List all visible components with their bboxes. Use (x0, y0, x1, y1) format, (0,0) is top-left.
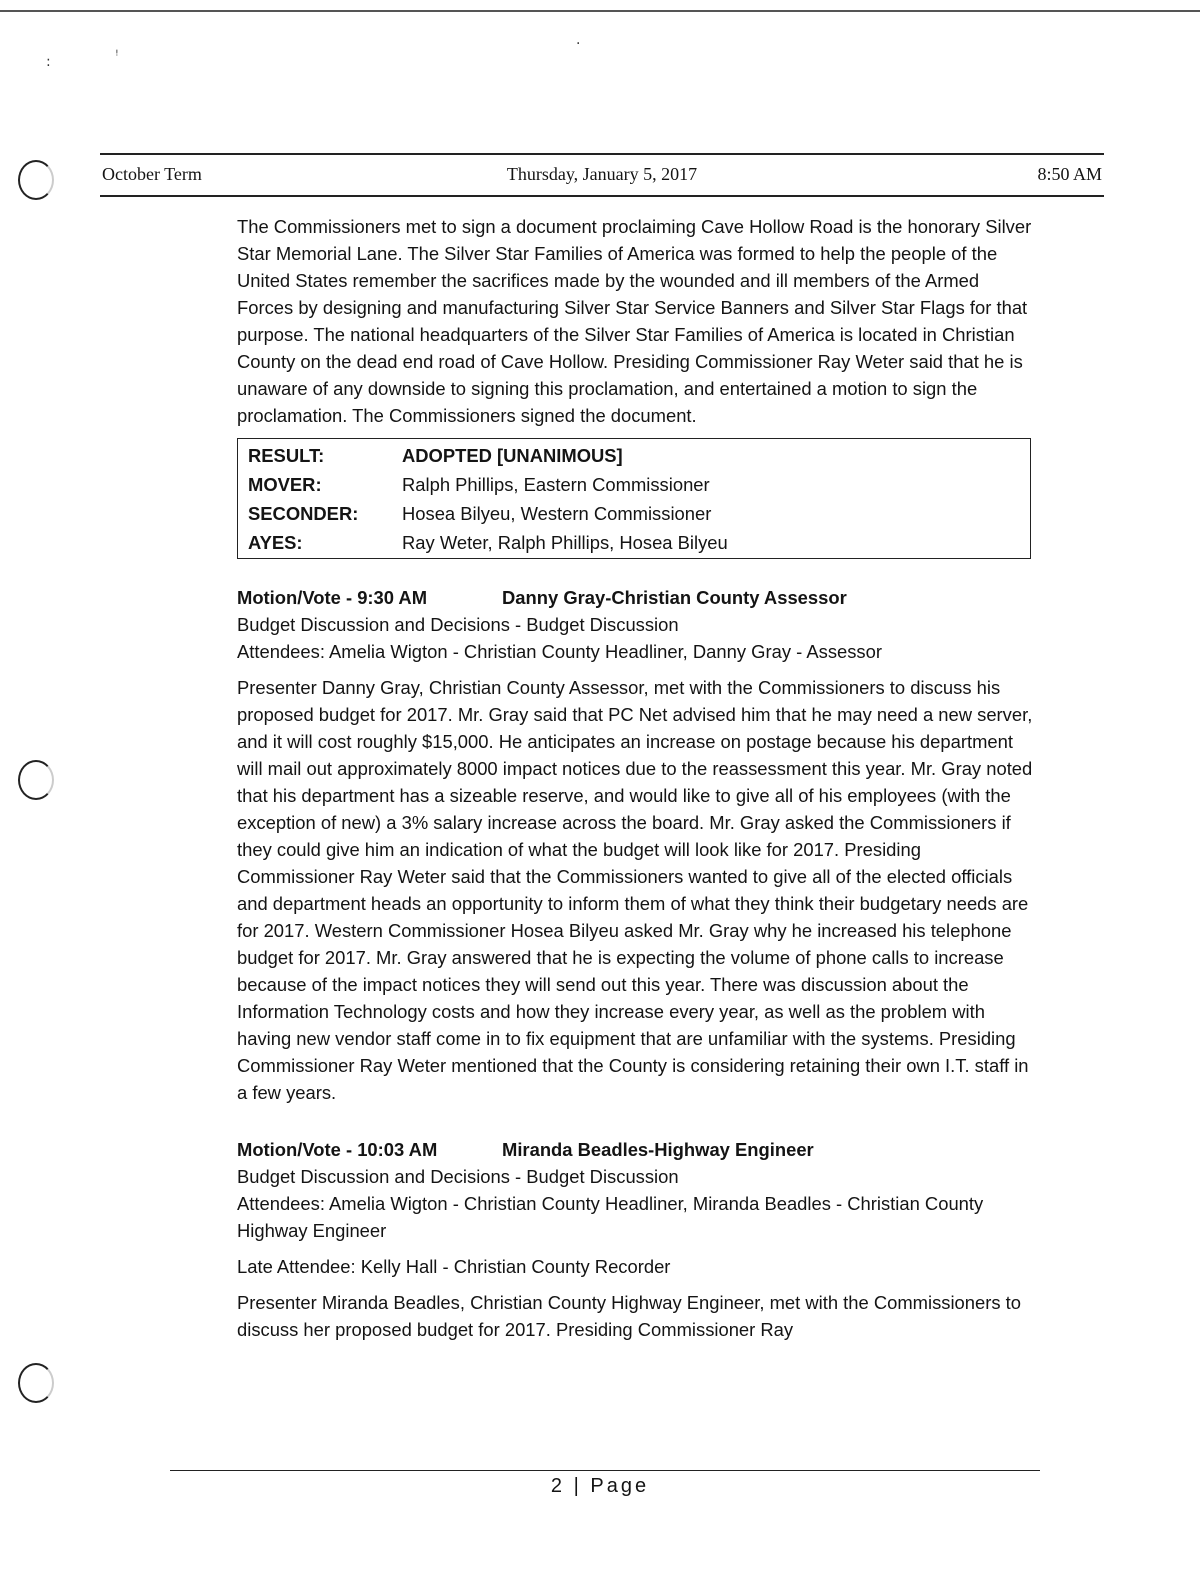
ayes-value: Ray Weter, Ralph Phillips, Hosea Bilyeu (402, 532, 728, 553)
result-value: ADOPTED [UNANIMOUS] (402, 445, 623, 466)
seconder-row (238, 499, 1030, 528)
page-number: 2 | Page (550, 1475, 650, 1497)
mover-key: MOVER: (248, 474, 322, 495)
page-header (100, 164, 1104, 192)
mover-row (238, 470, 1030, 499)
header-top-rule (100, 153, 1104, 155)
result-table (237, 438, 1031, 559)
motion1-heading (237, 584, 1037, 611)
motion2-time: Motion/Vote - 10:03 AM (237, 1139, 438, 1160)
motion2-title: Miranda Beadles-Highway Engineer (502, 1139, 814, 1160)
motion1-time: Motion/Vote - 9:30 AM (237, 587, 428, 608)
punch-hole (18, 760, 54, 800)
scan-top-edge (0, 10, 1200, 12)
scan-speck: ꜝ (115, 48, 119, 64)
intro-paragraph: The Commissioners met to sign a document proclaiming Cave Hollow Road is the honorary Silver Star Memorial Lane. The Silver Star Families of America was formed to help the people of the United States remember the sacrifices made by the wounded and ill members of the Armed Forces by designing and manufacturing Silver Star Service Banners and Silver Star Flags for that purpose. The national headquarters of the Silver Star Families of America is located in Christian County on the dead end road of Cave Hollow. Presiding Commissioner Ray Weter said that he is unaware of any downside to signing this proclamation, and entertained a motion to sign the proclamation. The Commissioners signed the document. (237, 216, 1032, 426)
seconder-key: SECONDER: (248, 503, 359, 524)
motion1-title: Danny Gray-Christian County Assessor (502, 587, 847, 608)
motion2-late-attendee: Late Attendee: Kelly Hall - Christian County Recorder (237, 1256, 671, 1277)
minutes-body (237, 213, 1037, 1343)
result-key: RESULT: (248, 445, 325, 466)
scan-speck: : (46, 54, 51, 70)
mover-value: Ralph Phillips, Eastern Commissioner (402, 474, 710, 495)
motion2-paragraph: Presenter Miranda Beadles, Christian County Highway Engineer, met with the Commissioners to discuss her proposed budget for 2017. Presiding Commissioner Ray (237, 1292, 1021, 1340)
footer-rule (170, 1470, 1040, 1471)
motion2-subtitle: Budget Discussion and Decisions - Budget Discussion (237, 1166, 679, 1187)
header-bottom-rule (100, 195, 1104, 197)
meeting-date: Thursday, January 5, 2017 (506, 164, 698, 184)
motion1-paragraph: Presenter Danny Gray, Christian County Assessor, met with the Commissioners to discuss his proposed budget for 2017. Mr. Gray said that PC Net advised him that he may need a new server, and it will cost roughly $15,000. He anticipates an increase on postage because his department will mail out approximately 8000 impact notices due to the reassessment this year. Mr. Gray noted that his department has a sizeable reserve, and would like to give all of his employees (with the exception of new) a 3% salary increase across the board. Mr. Gray asked the Commissioners if they could give him an indication of what the budget will look like for 2017. Presiding Commissioner Ray Weter said that the Commissioners wanted to give all of the elected officials and department heads an opportunity to inform them of what they think their budgetary needs are for 2017. Western Commissioner Hosea Bilyeu asked Mr. Gray why he increased his telephone budget for 2017. Mr. Gray answered that he is expecting the volume of phone calls to increase because of the impact notices they will send out this year. There was discussion about the Information Technology costs and how they increase every year, as well as the problem with having new vendor staff come in to fix equipment that are unfamiliar with the systems. Presiding Commissioner Ray Weter mentioned that the County is considering retaining their own I.T. staff in a few years. (237, 677, 1033, 1103)
term-label: October Term (102, 164, 202, 184)
punch-hole (18, 160, 54, 200)
punch-hole (18, 1363, 54, 1403)
seconder-value: Hosea Bilyeu, Western Commissioner (402, 503, 712, 524)
motion2-attendees: Attendees: Amelia Wigton - Christian County Headliner, Miranda Beadles - Christian County Highway Engineer (237, 1193, 984, 1241)
meeting-time: 8:50 AM (1037, 164, 1102, 184)
motion2-heading (237, 1136, 1037, 1163)
result-row (238, 441, 1030, 470)
ayes-row (238, 528, 1030, 557)
motion1-subtitle: Budget Discussion and Decisions - Budget Discussion (237, 614, 679, 635)
ayes-key: AYES: (248, 532, 303, 553)
scan-speck: · (576, 36, 581, 52)
motion1-attendees: Attendees: Amelia Wigton - Christian County Headliner, Danny Gray - Assessor (237, 641, 882, 662)
